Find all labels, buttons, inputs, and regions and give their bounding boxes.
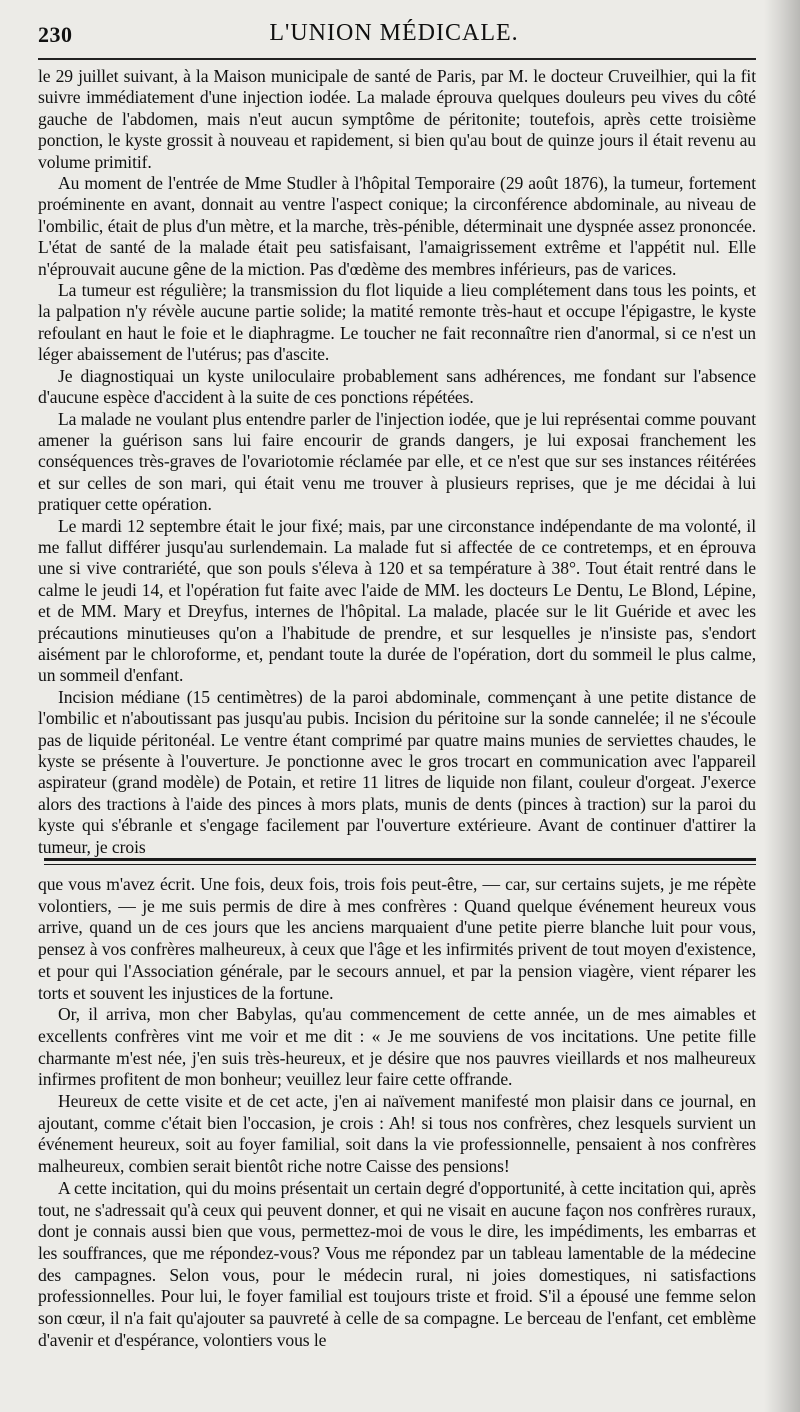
- running-title: L'UNION MÉDICALE.: [269, 20, 519, 46]
- article-paragraph: Incision médiane (15 centimètres) de la paroi abdominale, commençant à une petite distance de l'ombilic et n'aboutissant pas jusqu'au pubis. Incision du péritoine sur la sonde cannelée; il ne s'écoule pas de liquide péritonéal. Le ventre étant comprimé par quatre mains munies de serviettes chaudes, le kyste se présente à l'ouverture. Je ponctionne avec le gros trocart en communication avec l'appareil aspirateur (grand modèle) de Potain, et retire 11 litres de liquide non filant, couleur d'orgeat. J'exerce alors des tractions à l'aide des pinces à mors plats, munis de dents (pinces à traction) sur la paroi du kyste qui s'ébranle et s'engage facilement par l'ouverture extérieure. Avant de continuer d'attirer la tumeur, je crois: [38, 686, 756, 857]
- article-paragraph: Le mardi 12 septembre était le jour fixé; mais, par une circonstance indépendante de ma volonté, il me fallut différer jusqu'au surlendemain. La malade fut si affectée de ce contretemps, et en éprouva une si vive contrariété, que son pouls s'éleva à 120 et sa température à 38°. Tout était rentré dans le calme le jeudi 14, et l'opération fut faite avec l'aide de MM. les docteurs Le Dentu, Le Blond, Lépine, et de MM. Mary et Dreyfus, internes de l'hôpital. La malade, placée sur le lit Guéride et avec les précautions minutieuses qu'on a l'habitude de prendre, et sur lesquelles je n'insiste pas, s'endort aisément par le chloroforme, et, pendant toute la durée de l'opération, dort du sommeil le plus calme, un sommeil d'enfant.: [38, 515, 756, 686]
- separator-thick-rule: [44, 858, 756, 861]
- feuilleton-paragraph: que vous m'avez écrit. Une fois, deux fois, trois fois peut-être, — car, sur certains sujets, je me répète volontiers, — je me suis permis de dire à mes confrères : Quand quelque événement heureux vous arrive, quand un de ces jours que les anciens marquaient d'une petite pierre blanche luit pour vous, pensez à vos confrères malheureux, à ceux que l'âge et les infirmités privent de tout moyen d'existence, et pour qui l'Association générale, par le secours annuel, et par la pension viagère, vient réparer les torts et souvent les injustices de la fortune.: [38, 874, 756, 1003]
- header-rule: [38, 58, 756, 60]
- feuilleton-paragraph: Or, il arriva, mon cher Babylas, qu'au commencement de cette année, un de mes aimables et excellents confrères vint me voir et me dit : « Je me souviens de vos incitations. Une petite fille charmante m'est née, j'en suis très-heureux, et je désire que nos pauvres vieillards et nos malheureux infirmes profitent de mon bonheur; veuillez leur faire cette offrande.: [38, 1004, 756, 1090]
- article-paragraph: Je diagnostiquai un kyste uniloculaire probablement sans adhérences, me fondant sur l'absence d'aucune espèce d'accident à la suite de ces ponctions répétées.: [38, 365, 756, 408]
- binding-shadow: [764, 0, 800, 1412]
- article-paragraph: Au moment de l'entrée de Mme Studler à l'hôpital Temporaire (29 août 1876), la tumeur, fortement proéminente en avant, donnait au ventre l'aspect conique; la circonférence abdominale, au niveau de l'ombilic, était de plus d'un mètre, et la marche, très-pénible, déterminait une dyspnée assez prononcée. L'état de santé de la malade était peu satisfaisant, l'amaigrissement extrême et l'appétit nul. Elle n'éprouvait aucune gêne de la miction. Pas d'œdème des membres inférieurs, pas de varices.: [38, 173, 756, 279]
- article-paragraph: La malade ne voulant plus entendre parler de l'injection iodée, que je lui représentai comme pouvant amener la guérison sans lui faire encourir de grands dangers, je lui exposai franchement les conséquences très-graves de l'ovariotomie réclamée par elle, et ce n'est que sur ses instances réitérées et sur celles de son mari, qui était venu me trouver à plusieurs reprises, que je me décidai à lui pratiquer cette opération.: [38, 408, 756, 515]
- feuilleton-paragraph: Heureux de cette visite et de cet acte, j'en ai naïvement manifesté mon plaisir dans ce journal, en ajoutant, comme c'était bien l'occasion, je crois : Ah! si tous nos confrères, chez lesquels survient un événement heureux, soit au foyer familial, soit dans la vie professionnelle, pensaient à nos confrères malheureux, combien serait bientôt riche notre Caisse des pensions!: [38, 1091, 756, 1177]
- article-body: [38, 66, 756, 858]
- feuilleton-paragraph: A cette incitation, qui du moins présentait un certain degré d'opportunité, à cette incitation qui, après tout, ne s'adressait qu'à ceux qui peuvent donner, et qui ne visait en aucune façon nos confrères ruraux, dont je connais aussi bien que vous, permettez-moi de vous le dire, les impédiments, les embarras et les souffrances, que me répondez-vous? Vous me répondez par un tableau lamentable de la médecine des campagnes. Selon vous, pour le médecin rural, ni joies domestiques, ni satisfactions professionnelles. Pour lui, le foyer familial est toujours triste et froid. S'il a épousé une femme selon son cœur, il n'a fait qu'ajouter sa pauvreté à celle de sa compagne. Le berceau de l'enfant, cet emblème d'avenir et d'espérance, volontiers vous le: [38, 1177, 756, 1350]
- page-number: 230: [38, 22, 73, 47]
- article-paragraph: La tumeur est régulière; la transmission du flot liquide a lieu complétement dans tous les points, et la palpation n'y révèle aucune partie solide; la matité remonte très-haut et occupe l'épigastre, le kyste refoulant en haut le foie et le diaphragme. Le toucher ne fait reconnaître rien d'anormal, si ce n'est un léger abaissement de l'utérus; pas d'ascite.: [38, 280, 756, 365]
- feuilleton-body: [38, 874, 756, 1351]
- page-header: [38, 20, 750, 50]
- separator-thin-rule: [44, 864, 756, 865]
- article-paragraph: le 29 juillet suivant, à la Maison municipale de santé de Paris, par M. le docteur Cruveilhier, qui la fit suivre immédiatement d'une injection iodée. La malade éprouva quelques douleurs peu vives du côté gauche de l'abdomen, mais n'eut aucun symptôme de péritonite; toutefois, après cette troisième ponction, le kyste grossit à nouveau et rapidement, si bien qu'au bout de quinze jours il était revenu au volume primitif.: [38, 66, 756, 172]
- feuilleton-separator: [44, 858, 756, 866]
